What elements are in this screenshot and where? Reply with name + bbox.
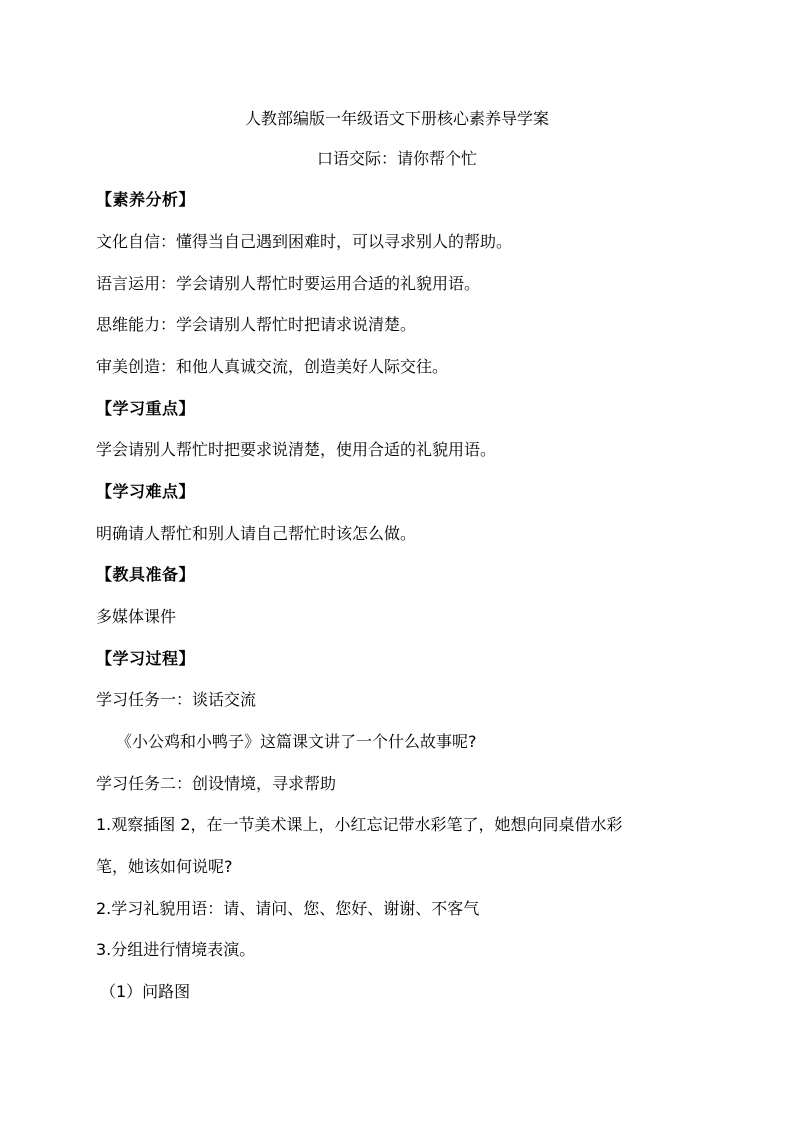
- task2-step3-sub1: （1）问路图: [100, 982, 191, 1001]
- difficulties-text: 明确请人帮忙和别人请自己帮忙时该怎么做。: [96, 524, 417, 543]
- task1-question: 《小公鸡和小鸭子》这篇课文讲了一个什么故事呢?: [116, 732, 477, 751]
- literacy-item-language: 语言运用：学会请别人帮忙时要运用合适的礼貌用语。: [96, 274, 481, 293]
- literacy-item-aesthetic: 审美创造：和他人真诚交流，创造美好人际交往。: [96, 357, 449, 376]
- section-heading-materials: 【教具准备】: [96, 565, 196, 584]
- task1-title: 学习任务一：谈话交流: [96, 690, 257, 709]
- key-points-text: 学会请别人帮忙时把要求说清楚，使用合适的礼貌用语。: [96, 440, 497, 459]
- task2-step3: 3.分组进行情境表演。: [96, 940, 256, 959]
- task2-title: 学习任务二：创设情境，寻求帮助: [96, 774, 337, 793]
- section-heading-process: 【学习过程】: [96, 649, 196, 668]
- task2-step2: 2.学习礼貌用语：请、请问、您、您好、谢谢、不客气: [96, 899, 480, 918]
- section-heading-literacy: 【素养分析】: [96, 190, 196, 209]
- document-subtitle: 口语交际：请你帮个忙: [316, 149, 477, 168]
- literacy-item-thinking: 思维能力：学会请别人帮忙时把请求说清楚。: [96, 315, 417, 334]
- section-heading-difficulties: 【学习难点】: [96, 482, 196, 501]
- task2-step1-line2: 笔，她该如何说呢?: [96, 857, 233, 876]
- literacy-item-culture: 文化自信：懂得当自己遇到困难时，可以寻求别人的帮助。: [96, 232, 513, 251]
- materials-text: 多媒体课件: [96, 607, 177, 626]
- section-heading-key-points: 【学习重点】: [96, 399, 196, 418]
- document-title: 人教部编版一年级语文下册核心素养导学案: [244, 109, 549, 128]
- task2-step1-line1: 1.观察插图 2，在一节美术课上，小红忘记带水彩笔了，她想向同桌借水彩: [96, 815, 623, 834]
